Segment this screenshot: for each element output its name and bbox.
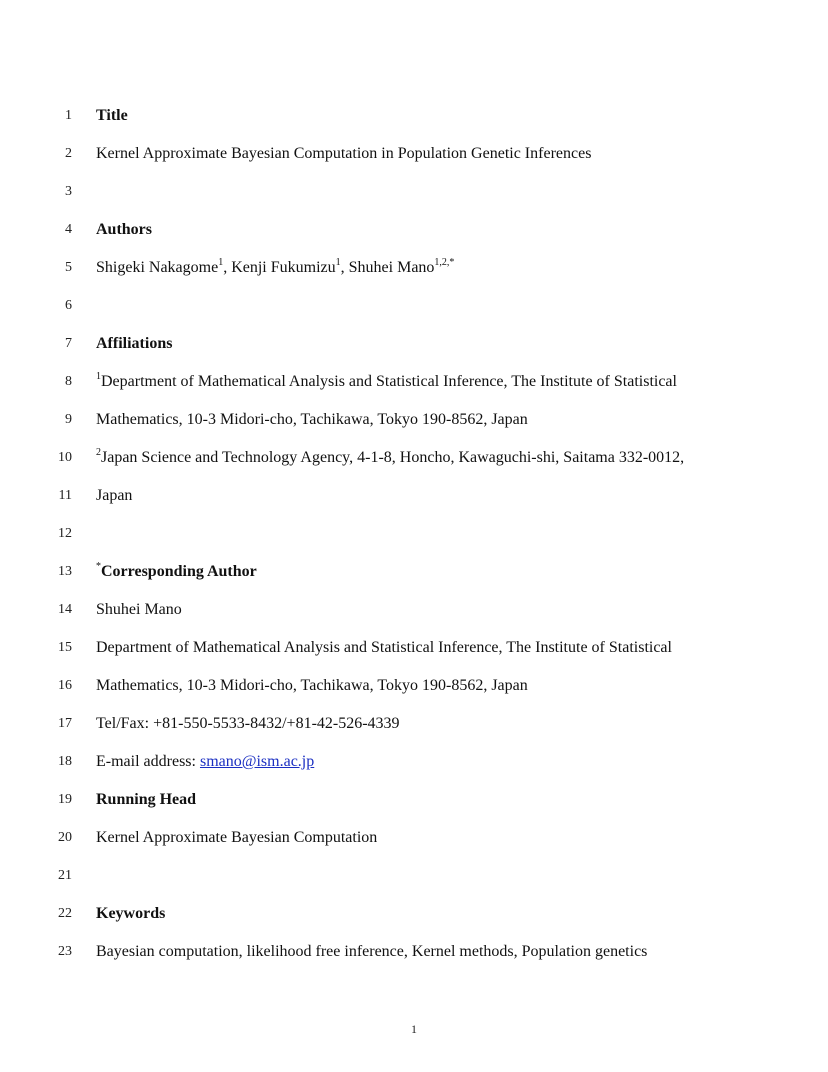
line-number: 4 (65, 222, 72, 237)
line-10 (0, 446, 828, 470)
line-number: 10 (58, 450, 72, 465)
line-22 (0, 902, 828, 926)
affiliation-mark: 2 (96, 446, 101, 458)
line-number: 6 (65, 298, 72, 313)
author-affiliation-mark: 1,2,* (434, 256, 455, 268)
line-9 (0, 408, 828, 432)
line-3 (0, 180, 828, 204)
section-heading-title: Title (96, 107, 128, 124)
line-number: 18 (58, 754, 72, 769)
line-number: 7 (65, 336, 72, 351)
line-14 (0, 598, 828, 622)
author-name: Shigeki Nakagome (96, 259, 219, 276)
running-head-text: Kernel Approximate Bayesian Computation (96, 829, 378, 846)
line-number: 14 (58, 602, 72, 617)
line-17 (0, 712, 828, 736)
author-affiliation-mark: 1 (218, 256, 224, 268)
line-18 (0, 750, 828, 774)
line-number: 20 (58, 830, 72, 845)
line-number: 2 (65, 146, 72, 161)
author-name: , Shuhei Mano (340, 259, 435, 276)
line-20 (0, 826, 828, 850)
line-16 (0, 674, 828, 698)
line-19 (0, 788, 828, 812)
section-heading-affiliations: Affiliations (96, 335, 173, 352)
author-affiliation-mark: 1 (335, 256, 341, 268)
line-12 (0, 522, 828, 546)
line-number: 11 (58, 488, 72, 503)
line-number: 19 (58, 792, 72, 807)
email-link[interactable]: smano@ism.ac.jp (199, 753, 315, 770)
line-23 (0, 940, 828, 964)
line-number: 5 (65, 260, 72, 275)
section-heading-running-head: Running Head (96, 791, 197, 808)
line-number: 1 (65, 108, 72, 123)
affiliation-1-continued: Mathematics, 10-3 Midori-cho, Tachikawa, Tokyo 190-8562, Japan (96, 411, 528, 428)
section-heading-authors: Authors (96, 221, 153, 238)
line-7 (0, 332, 828, 356)
corresponding-department: Department of Mathematical Analysis and Statistical Inference, The Institute of Statistical (96, 639, 672, 656)
line-15 (0, 636, 828, 660)
line-13 (0, 560, 828, 584)
author-name: , Kenji Fukumizu (223, 259, 336, 276)
section-heading-corresponding-author (96, 560, 257, 584)
line-number: 13 (58, 564, 72, 579)
line-11 (0, 484, 828, 508)
affiliation-text: Japan Science and Technology Agency, 4-1-8, Honcho, Kawaguchi-shi, Saitama 332-0012, (101, 449, 685, 466)
line-number: 12 (58, 526, 72, 541)
line-6 (0, 294, 828, 318)
line-21 (0, 864, 828, 888)
line-5 (0, 256, 828, 280)
affiliation-text: Department of Mathematical Analysis and Statistical Inference, The Institute of Statistical (101, 373, 677, 390)
line-number: 15 (58, 640, 72, 655)
line-number: 22 (58, 906, 72, 921)
affiliation-2 (96, 446, 684, 470)
line-number: 23 (58, 944, 72, 959)
heading-text: Corresponding Author (101, 563, 257, 580)
email-line (96, 750, 314, 774)
line-1 (0, 104, 828, 128)
line-4 (0, 218, 828, 242)
line-number: 9 (65, 412, 72, 427)
line-2 (0, 142, 828, 166)
affiliation-1 (96, 370, 677, 394)
email-label: E-mail address: (96, 753, 200, 770)
line-8 (0, 370, 828, 394)
line-number: 3 (65, 184, 72, 199)
author-list (96, 256, 454, 280)
line-number: 21 (58, 868, 72, 883)
line-number: 16 (58, 678, 72, 693)
paper-title: Kernel Approximate Bayesian Computation in Population Genetic Inferences (96, 145, 592, 162)
affiliation-2-continued: Japan (96, 487, 133, 504)
tel-fax: Tel/Fax: +81-550-5533-8432/+81-42-526-4339 (96, 715, 400, 732)
affiliation-mark: 1 (96, 370, 101, 382)
corresponding-address: Mathematics, 10-3 Midori-cho, Tachikawa, Tokyo 190-8562, Japan (96, 677, 528, 694)
line-number: 8 (65, 374, 72, 389)
corresponding-name: Shuhei Mano (96, 601, 182, 618)
keywords-text: Bayesian computation, likelihood free inference, Kernel methods, Population genetics (96, 943, 648, 960)
corresponding-mark: * (96, 560, 101, 572)
section-heading-keywords: Keywords (96, 905, 166, 922)
line-number: 17 (58, 716, 72, 731)
page-number: 1 (411, 1022, 417, 1036)
